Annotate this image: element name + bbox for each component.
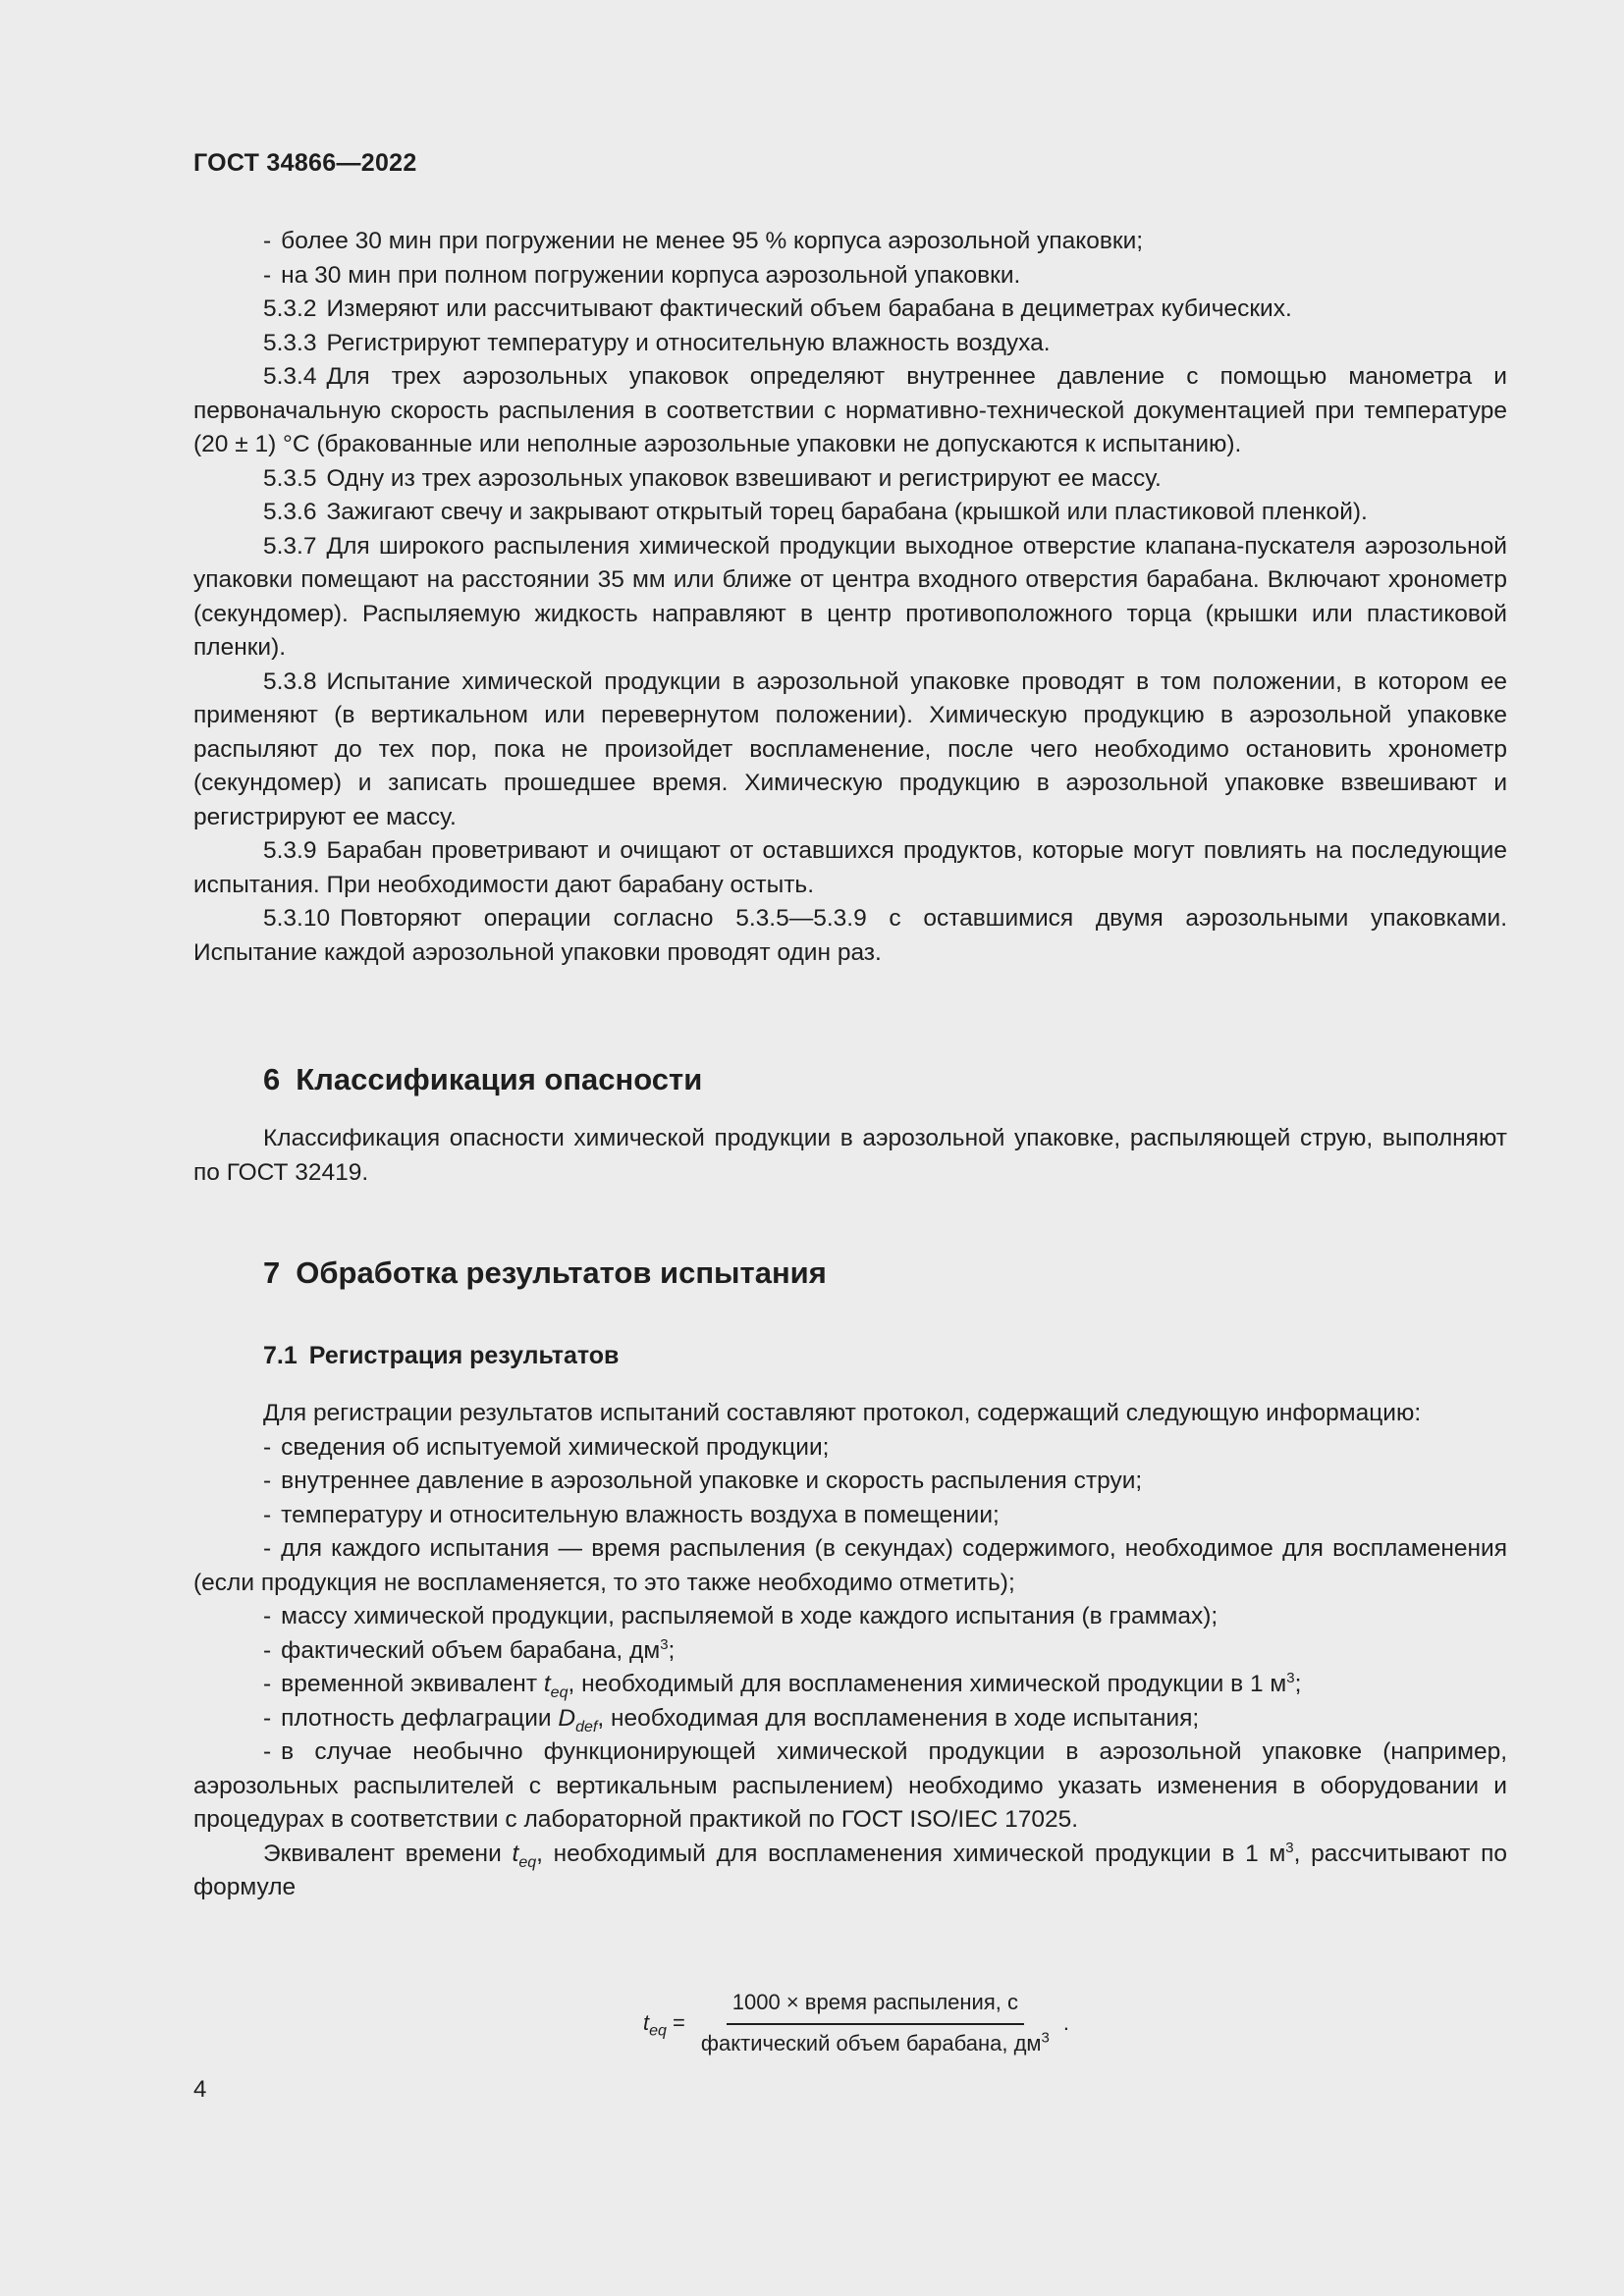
clause-paragraph: 5.3.3 Регистрируют температуру и относительную влажность воздуха.	[263, 329, 1051, 356]
list-item: - временной эквивалент $t_{eq}$, необходимый для воспламенения химической продукции в 1 $м^3$;	[263, 1669, 1302, 1701]
clause-paragraph: 5.3.9 Барабан проветривают и очищают от оставшихся продуктов, которые могут повлиять на последующие испытания. При необходимости дают барабану остыть.	[193, 837, 1507, 898]
section-6-body	[193, 1122, 1507, 1190]
section-5-3-continuation	[193, 225, 1507, 970]
clause-number: 5.3.10	[263, 905, 331, 932]
list-item: - более 30 мин при погружении не менее 95 % корпуса аэрозольной упаковки;	[263, 228, 1144, 254]
clause-paragraph: 5.3.8 Испытание химической продукции в аэрозольной упаковке проводят в том положении, в котором ее применяют (в вертикальном или перевернутом положении). Химическую продукцию в аэрозольной упаковке распыляют до тех пор, пока не произойдет воспламенение, после чего необходимо остановить хронометр (секундомер) и записать прошедшее время. Химическую продукцию в аэрозольной упаковке взвешивают и регистрируют ее массу.	[193, 667, 1507, 830]
list-item: - на 30 мин при полном погружении корпуса аэрозольной упаковки.	[263, 261, 1021, 289]
document-header: ГОСТ 34866—2022	[193, 149, 417, 177]
section-7-heading	[263, 1255, 827, 1291]
section-number: 7	[263, 1255, 281, 1290]
time-equivalent-formula	[643, 1979, 1069, 2067]
section-title: Классификация опасности	[296, 1062, 703, 1096]
results-list	[193, 1431, 1507, 1634]
clause-number: 5.3.5	[263, 464, 317, 492]
list-item: - в случае необычно функционирующей химической продукции в аэрозольной упаковке (например, аэрозольных распылителей с вертикальным распылением) необходимо указать изменения в оборудовании и процедурах в соответствии с лабораторной практикой по ГОСТ ISO/IEC 17025.	[193, 1738, 1507, 1833]
subsection-title: Регистрация результатов	[308, 1342, 620, 1369]
clause-paragraph: 5.3.4 Для трех аэрозольных упаковок определяют внутреннее давление с помощью манометра и первоначальную скорость распыления в соответствии с нормативно-технической документацией при температуре (20 ± 1) °С (бракованные или неполные аэрозольные упаковки не допускаются к испытанию).	[193, 363, 1507, 457]
clause-number: 5.3.8	[263, 667, 317, 695]
subsection-number: 7.1	[263, 1342, 298, 1369]
clause-paragraph: 5.3.7 Для широкого распыления химической продукции выходное отверстие клапана-пускателя аэрозольной упаковки помещают на расстоянии 35 мм или ближе от центра входного отверстия барабана. Включают хронометр (секундомер). Распыляемую жидкость направляют в центр противоположного торца (крышки или пластиковой пленки).	[193, 532, 1507, 661]
formula-numerator: 1000 × время распыления, с	[727, 1990, 1024, 2025]
clause-number: 5.3.3	[263, 329, 317, 356]
paragraph: Для регистрации результатов испытаний составляют протокол, содержащий следующую информацию:	[263, 1400, 1422, 1426]
clause-paragraph: 5.3.6 Зажигают свечу и закрывают открытый торец барабана (крышкой или пластиковой пленкой).	[263, 499, 1368, 525]
formula-period: .	[1062, 2010, 1069, 2035]
clause-paragraph: 5.3.10 Повторяют операции согласно 5.3.5—5.3.9 с оставшимися двумя аэрозольными упаковками. Испытание каждой аэрозольной упаковки проводят один раз.	[193, 905, 1507, 966]
list-item: - сведения об испытуемой химической продукции;	[263, 1433, 830, 1461]
paragraph: Классификация опасности химической продукции в аэрозольной упаковке, распыляющей струю, выполняют по ГОСТ 32419.	[193, 1125, 1507, 1186]
section-number: 6	[263, 1062, 281, 1096]
section-title: Обработка результатов испытания	[296, 1255, 827, 1290]
list-item: - плотность дефлаграции $D_{def}$, необходимая для воспламенения в ходе испытания;	[263, 1704, 1200, 1735]
list-item: - температуру и относительную влажность воздуха в помещении;	[263, 1501, 1000, 1528]
list-item: - для каждого испытания — время распыления (в секундах) содержимого, необходимое для воспламенения (если продукция не воспламеняется, то это также необходимо отметить);	[193, 1535, 1507, 1596]
clause-paragraph: 5.3.2 Измеряют или рассчитывают фактический объем барабана в дециметрах кубических.	[263, 295, 1292, 322]
list-item: - массу химической продукции, распыляемой в ходе каждого испытания (в граммах);	[263, 1603, 1218, 1629]
document-page	[193, 0, 1507, 2296]
clause-number: 5.3.6	[263, 499, 317, 525]
formula-lhs: $t_{eq}$ =	[643, 2010, 685, 2040]
list-item: - фактический объем барабана, $дм^3$;	[263, 1635, 676, 1664]
clause-number: 5.3.9	[263, 837, 317, 864]
clause-paragraph: 5.3.5 Одну из трех аэрозольных упаковок взвешивают и регистрируют ее массу.	[263, 464, 1162, 492]
subsection-7-1-heading	[263, 1342, 619, 1370]
clause-number: 5.3.7	[263, 532, 317, 560]
formula-fraction	[695, 1990, 1056, 2056]
section-6-heading	[263, 1062, 702, 1097]
formula-denominator: фактический объем барабана, $дм^3$	[700, 2029, 1050, 2056]
paragraph: Эквивалент времени $t_{eq}$, необходимый для воспламенения химической продукции в 1 $м^3$, рассчитывают по формуле	[193, 1839, 1507, 1900]
page-number: 4	[193, 2076, 207, 2103]
clause-number: 5.3.4	[263, 363, 317, 390]
clause-number: 5.3.2	[263, 295, 317, 322]
section-7-1-body	[193, 1397, 1507, 1905]
list-item: - внутреннее давление в аэрозольной упаковке и скорость распыления струи;	[263, 1468, 1143, 1494]
